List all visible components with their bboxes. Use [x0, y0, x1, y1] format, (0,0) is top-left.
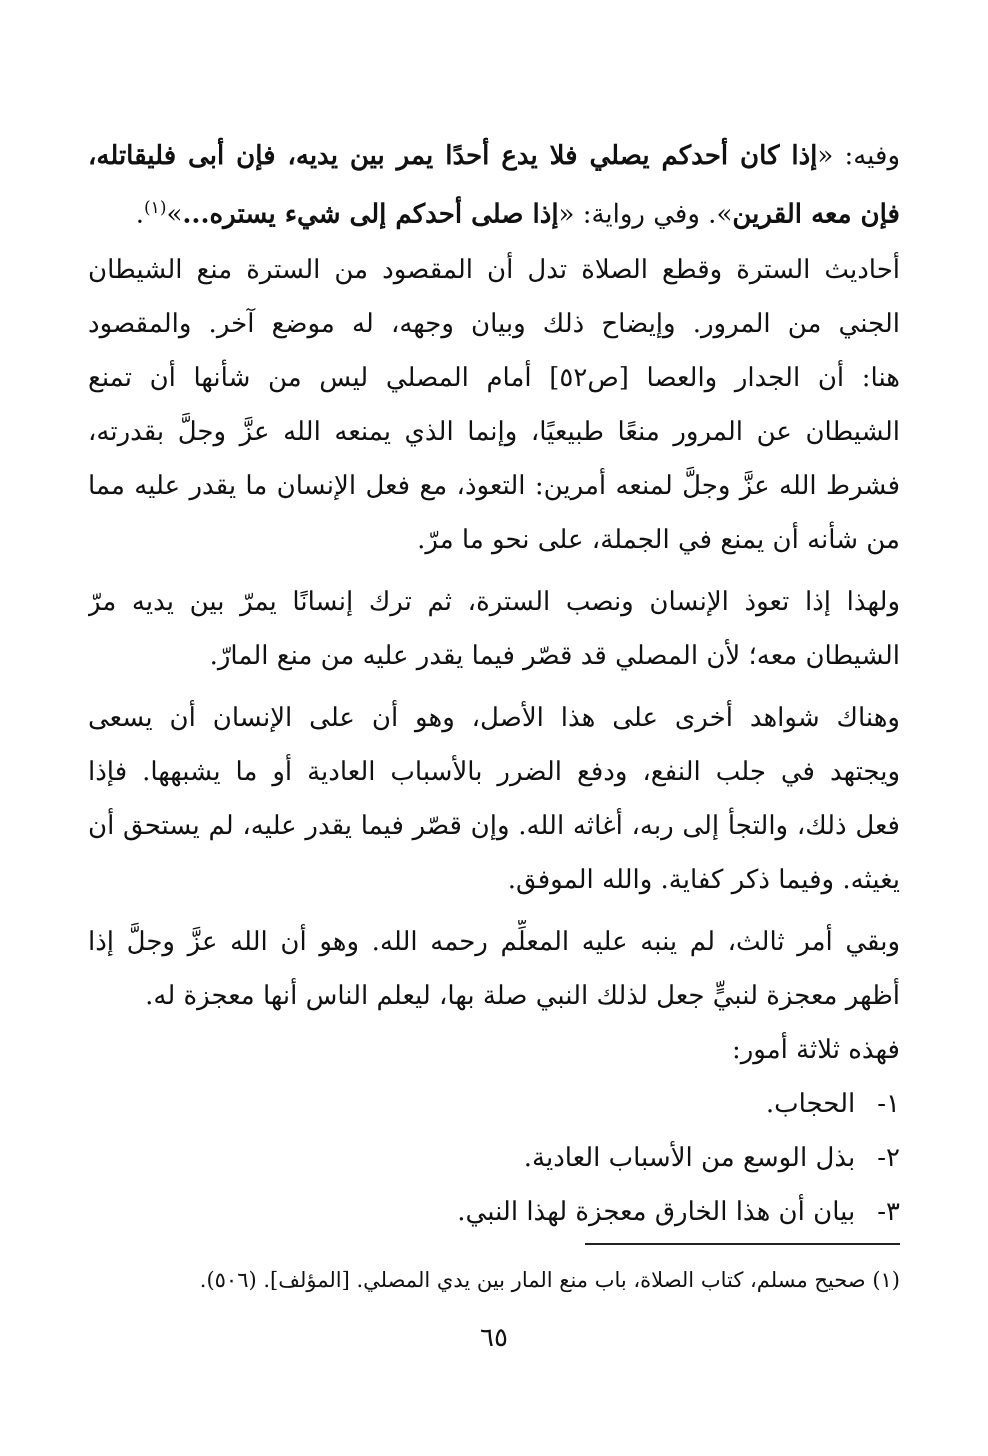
page-number: ٦٥ [480, 1323, 508, 1353]
paragraph-2-line-6: من شأنه أن يمنع في الجملة، على نحو ما مرّ. [417, 525, 900, 555]
hadith-quote-bold: فإن معه القرين [732, 199, 900, 230]
list-item-text: بيان أن هذا الخارق معجزة لهذا النبي. [457, 1197, 856, 1227]
paragraph-4-line-3: فعل ذلك، والتجأ إلى ربه، أغاثه الله. وإن قصّر فيما يقدر عليه، لم يستحق أن [88, 811, 900, 841]
paragraph-2-line-5: فشرط الله عزَّ وجلَّ لمنعه أمرين: التعوذ، مع فعل الإنسان ما يقدر عليه مما [88, 471, 900, 501]
text-segment: . [135, 199, 145, 230]
paragraph-4-line-1: وهناك شواهد أخرى على هذا الأصل، وهو أن على الإنسان أن يسعى [88, 703, 900, 733]
paragraph-4-line-4: يغيثه. وفيما ذكر كفاية. والله الموفق. [507, 865, 900, 895]
paragraph-1-line-1 [88, 134, 900, 178]
footnote: (١) صحيح مسلم، كتاب الصلاة، باب منع المار بين يدي المصلي. [المؤلف]. (٥٠٦). [199, 1268, 900, 1292]
list-item [88, 1190, 900, 1234]
paragraph-2-line-1: أحاديث السترة وقطع الصلاة تدل أن المقصود من السترة منع الشيطان [88, 255, 900, 285]
list-item [88, 1136, 900, 1180]
paragraph-1-line-2 [88, 186, 900, 237]
list-item-text: الحجاب. [765, 1089, 856, 1119]
hadith-quote-bold: إذا صلى أحدكم إلى شيء يستره... [182, 199, 559, 230]
paragraph-2-line-3: هنا: أن الجدار والعصا [ص٥٢] أمام المصلي ليس من شأنها أن تمنع [88, 363, 900, 393]
hadith-quote-bold: إذا كان أحدكم يصلي فلا يدع أحدًا يمر بين يديه، فإن أبى فليقاتله، [88, 141, 818, 171]
list-item [88, 1082, 900, 1126]
paragraph-2-line-4: الشيطان عن المرور منعًا طبيعيًا، وإنما الذي يمنعه الله عزَّ وجلَّ بقدرته، [88, 417, 900, 447]
text-segment: وفيه: « [817, 141, 900, 171]
paragraph-2-line-2: الجني من المرور. وإيضاح ذلك وبيان وجهه، له موضع آخر. والمقصود [88, 309, 900, 339]
paragraph-3-line-2: الشيطان معه؛ لأن المصلي قد قصّر فيما يقدر عليه من منع المارّ. [209, 641, 900, 671]
list-item-number: ١- [877, 1089, 900, 1119]
list-item-number: ٢- [877, 1143, 900, 1173]
footnote-separator [585, 1243, 900, 1245]
text-segment: ». وفي رواية: « [558, 199, 733, 230]
paragraph-4-line-2: ويجتهد في جلب النفع، ودفع الضرر بالأسباب العادية أو ما يشبهها. فإذا [88, 757, 900, 787]
paragraph-5-line-2: أظهر معجزة لنبيٍّ جعل لذلك النبي صلة بها، ليعلم الناس أنها معجزة له. [145, 981, 900, 1011]
paragraph-6-line-1: فهذه ثلاثة أمور: [731, 1035, 900, 1065]
list-item-number: ٣- [877, 1197, 900, 1227]
list-item-text: بذل الوسع من الأسباب العادية. [523, 1143, 856, 1173]
paragraph-5-line-1: وبقي أمر ثالث، لم ينبه عليه المعلِّم رحمه الله. وهو أن الله عزَّ وجلَّ إذا [88, 927, 900, 957]
text-segment: » [166, 199, 183, 230]
footnote-reference: (١) [144, 198, 167, 218]
paragraph-3-line-1: ولهذا إذا تعوذ الإنسان ونصب السترة، ثم ترك إنسانًا يمرّ بين يديه مرّ [88, 587, 900, 617]
